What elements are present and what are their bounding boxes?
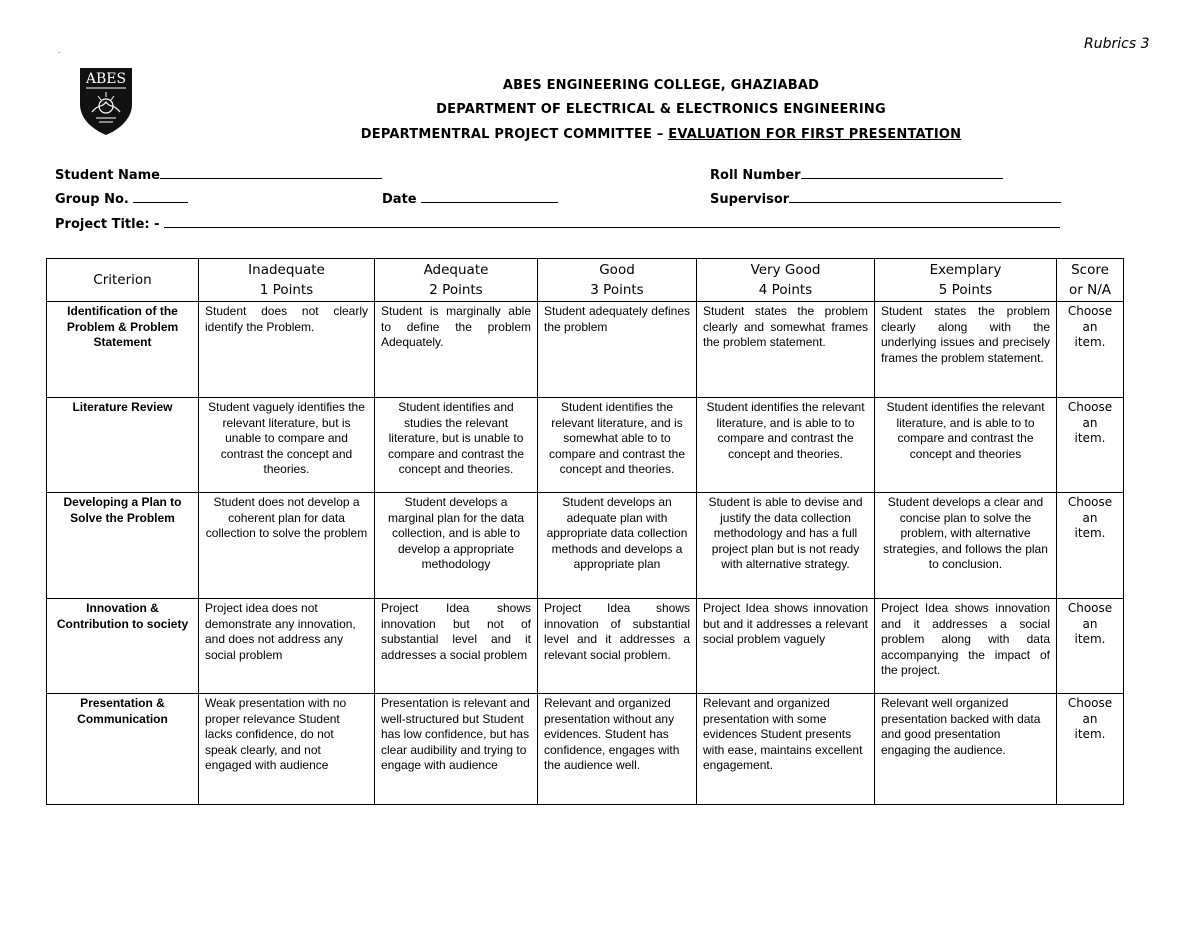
date-label: Date — [382, 192, 422, 207]
committee-label: DEPARTMENTRAL PROJECT COMMITTEE – — [360, 127, 669, 142]
group-no-label: Group No. — [55, 192, 134, 207]
table-row — [47, 302, 1124, 398]
header-very-good: Very Good 4 Points — [697, 259, 875, 302]
score-dropdown[interactable]: Choose an item. — [1057, 302, 1124, 398]
supervisor-label: Supervisor — [710, 192, 790, 207]
table-row — [47, 398, 1124, 493]
header-score: Score or N/A — [1057, 259, 1124, 302]
roll-number-line[interactable] — [801, 166, 1003, 179]
rubric-cell: Student does not clearly identify the Problem. — [199, 302, 375, 398]
rubric-cell: Project idea does not demonstrate any innovation, and does not address any social problem — [199, 599, 375, 694]
rubric-cell: Project Idea shows innovation and it addresses a social problem along with data accompanying the impact of the project. — [875, 599, 1057, 694]
rubric-cell: Student develops a clear and concise plan to solve the problem, with alternative strategies, and follows the plan to conclusion. — [875, 493, 1057, 599]
rubric-cell: Student identifies the relevant literature, and is able to to compare and contrast the concept and theories — [875, 398, 1057, 493]
group-no-field[interactable] — [55, 190, 188, 207]
table-row — [47, 694, 1124, 805]
student-name-line[interactable] — [160, 166, 382, 179]
rubric-cell: Relevant well organized presentation backed with data and good presentation engaging the audience. — [875, 694, 1057, 805]
rubric-cell: Project Idea shows innovation of substantial level and it addresses a relevant social problem. — [538, 599, 697, 694]
table-row — [47, 493, 1124, 599]
rubric-cell: Student vaguely identifies the relevant literature, but is unable to compare and contrast the concept and theories. — [199, 398, 375, 493]
header-exemplary: Exemplary 5 Points — [875, 259, 1057, 302]
rubric-cell: Student identifies and studies the relevant literature, but is unable to compare and contrast the concept and theories. — [375, 398, 538, 493]
student-name-label: Student Name — [55, 168, 160, 183]
supervisor-line[interactable] — [789, 190, 1061, 203]
criterion-cell: Developing a Plan to Solve the Problem — [47, 493, 199, 599]
project-title-label: Project Title: - — [55, 217, 165, 232]
header-adequate: Adequate 2 Points — [375, 259, 538, 302]
criterion-cell: Innovation & Contribution to society — [47, 599, 199, 694]
rubric-cell: Relevant and organized presentation without any evidences. Student has confidence, engages with the audience well. — [538, 694, 697, 805]
supervisor-field[interactable] — [710, 190, 1061, 207]
date-line[interactable] — [421, 190, 558, 203]
header-inadequate: Inadequate 1 Points — [199, 259, 375, 302]
rubric-cell: Project Idea shows innovation but not of substantial level and it addresses a social problem — [375, 599, 538, 694]
page-tag: Rubrics 3 — [1084, 36, 1150, 52]
rubric-cell: Student does not develop a coherent plan for data collection to solve the problem — [199, 493, 375, 599]
roll-number-label: Roll Number — [710, 168, 801, 183]
score-dropdown[interactable]: Choose an item. — [1057, 493, 1124, 599]
rubric-cell: Student is marginally able to define the problem Adequately. — [375, 302, 538, 398]
rubric-cell: Student develops an adequate plan with appropriate data collection methods and develops a appropriate plan — [538, 493, 697, 599]
score-dropdown[interactable]: Choose an item. — [1057, 599, 1124, 694]
project-title-field[interactable] — [55, 215, 1060, 232]
header-good: Good 3 Points — [538, 259, 697, 302]
department-name: DEPARTMENT OF ELECTRICAL & ELECTRONICS ENGINEERING — [436, 102, 886, 117]
date-field[interactable] — [382, 190, 558, 207]
rubric-cell: Project Idea shows innovation but and it addresses a relevant social problem vaguely — [697, 599, 875, 694]
evaluation-title — [0, 127, 1200, 142]
stray-dot: . — [58, 46, 61, 55]
roll-number-field[interactable] — [710, 166, 1003, 183]
criterion-cell: Literature Review — [47, 398, 199, 493]
project-title-line[interactable] — [164, 215, 1060, 228]
header-criterion: Criterion — [47, 259, 199, 302]
rubric-cell: Student states the problem clearly along with the underlying issues and precisely frames the problem statement. — [875, 302, 1057, 398]
rubric-cell: Relevant and organized presentation with some evidences Student presents with ease, maintains excellent engagement. — [697, 694, 875, 805]
rubric-cell: Student identifies the relevant literature, and is somewhat able to to compare and contrast the concept and theories. — [538, 398, 697, 493]
college-name: ABES ENGINEERING COLLEGE, GHAZIABAD — [502, 78, 820, 93]
rubric-cell: Student identifies the relevant literature, and is able to to compare and contrast the concept and theories. — [697, 398, 875, 493]
group-no-line[interactable] — [133, 190, 188, 203]
score-dropdown[interactable]: Choose an item. — [1057, 398, 1124, 493]
rubric-cell: Student develops a marginal plan for the data collection, and is able to develop a appropriate methodology — [375, 493, 538, 599]
table-header-row — [47, 259, 1124, 302]
student-name-field[interactable] — [55, 166, 382, 183]
logo-text: ABES — [85, 71, 127, 87]
rubric-cell: Student states the problem clearly and somewhat frames the problem statement. — [697, 302, 875, 398]
rubric-cell: Presentation is relevant and well-structured but Student has low confidence, but has clear audibility and trying to engage with audience — [375, 694, 538, 805]
rubric-cell: Student is able to devise and justify the data collection methodology and has a full project plan but is not ready with alternative strategy. — [697, 493, 875, 599]
criterion-cell: Identification of the Problem & Problem Statement — [47, 302, 199, 398]
table-row — [47, 599, 1124, 694]
rubric-cell: Weak presentation with no proper relevance Student lacks confidence, do not speak clearly, and not engaged with audience — [199, 694, 375, 805]
criterion-cell: Presentation & Communication — [47, 694, 199, 805]
rubric-table — [46, 258, 1124, 805]
score-dropdown[interactable]: Choose an item. — [1057, 694, 1124, 805]
rubric-cell: Student adequately defines the problem — [538, 302, 697, 398]
college-logo — [78, 66, 134, 136]
evaluation-label: EVALUATION FOR FIRST PRESENTATION — [668, 127, 962, 142]
